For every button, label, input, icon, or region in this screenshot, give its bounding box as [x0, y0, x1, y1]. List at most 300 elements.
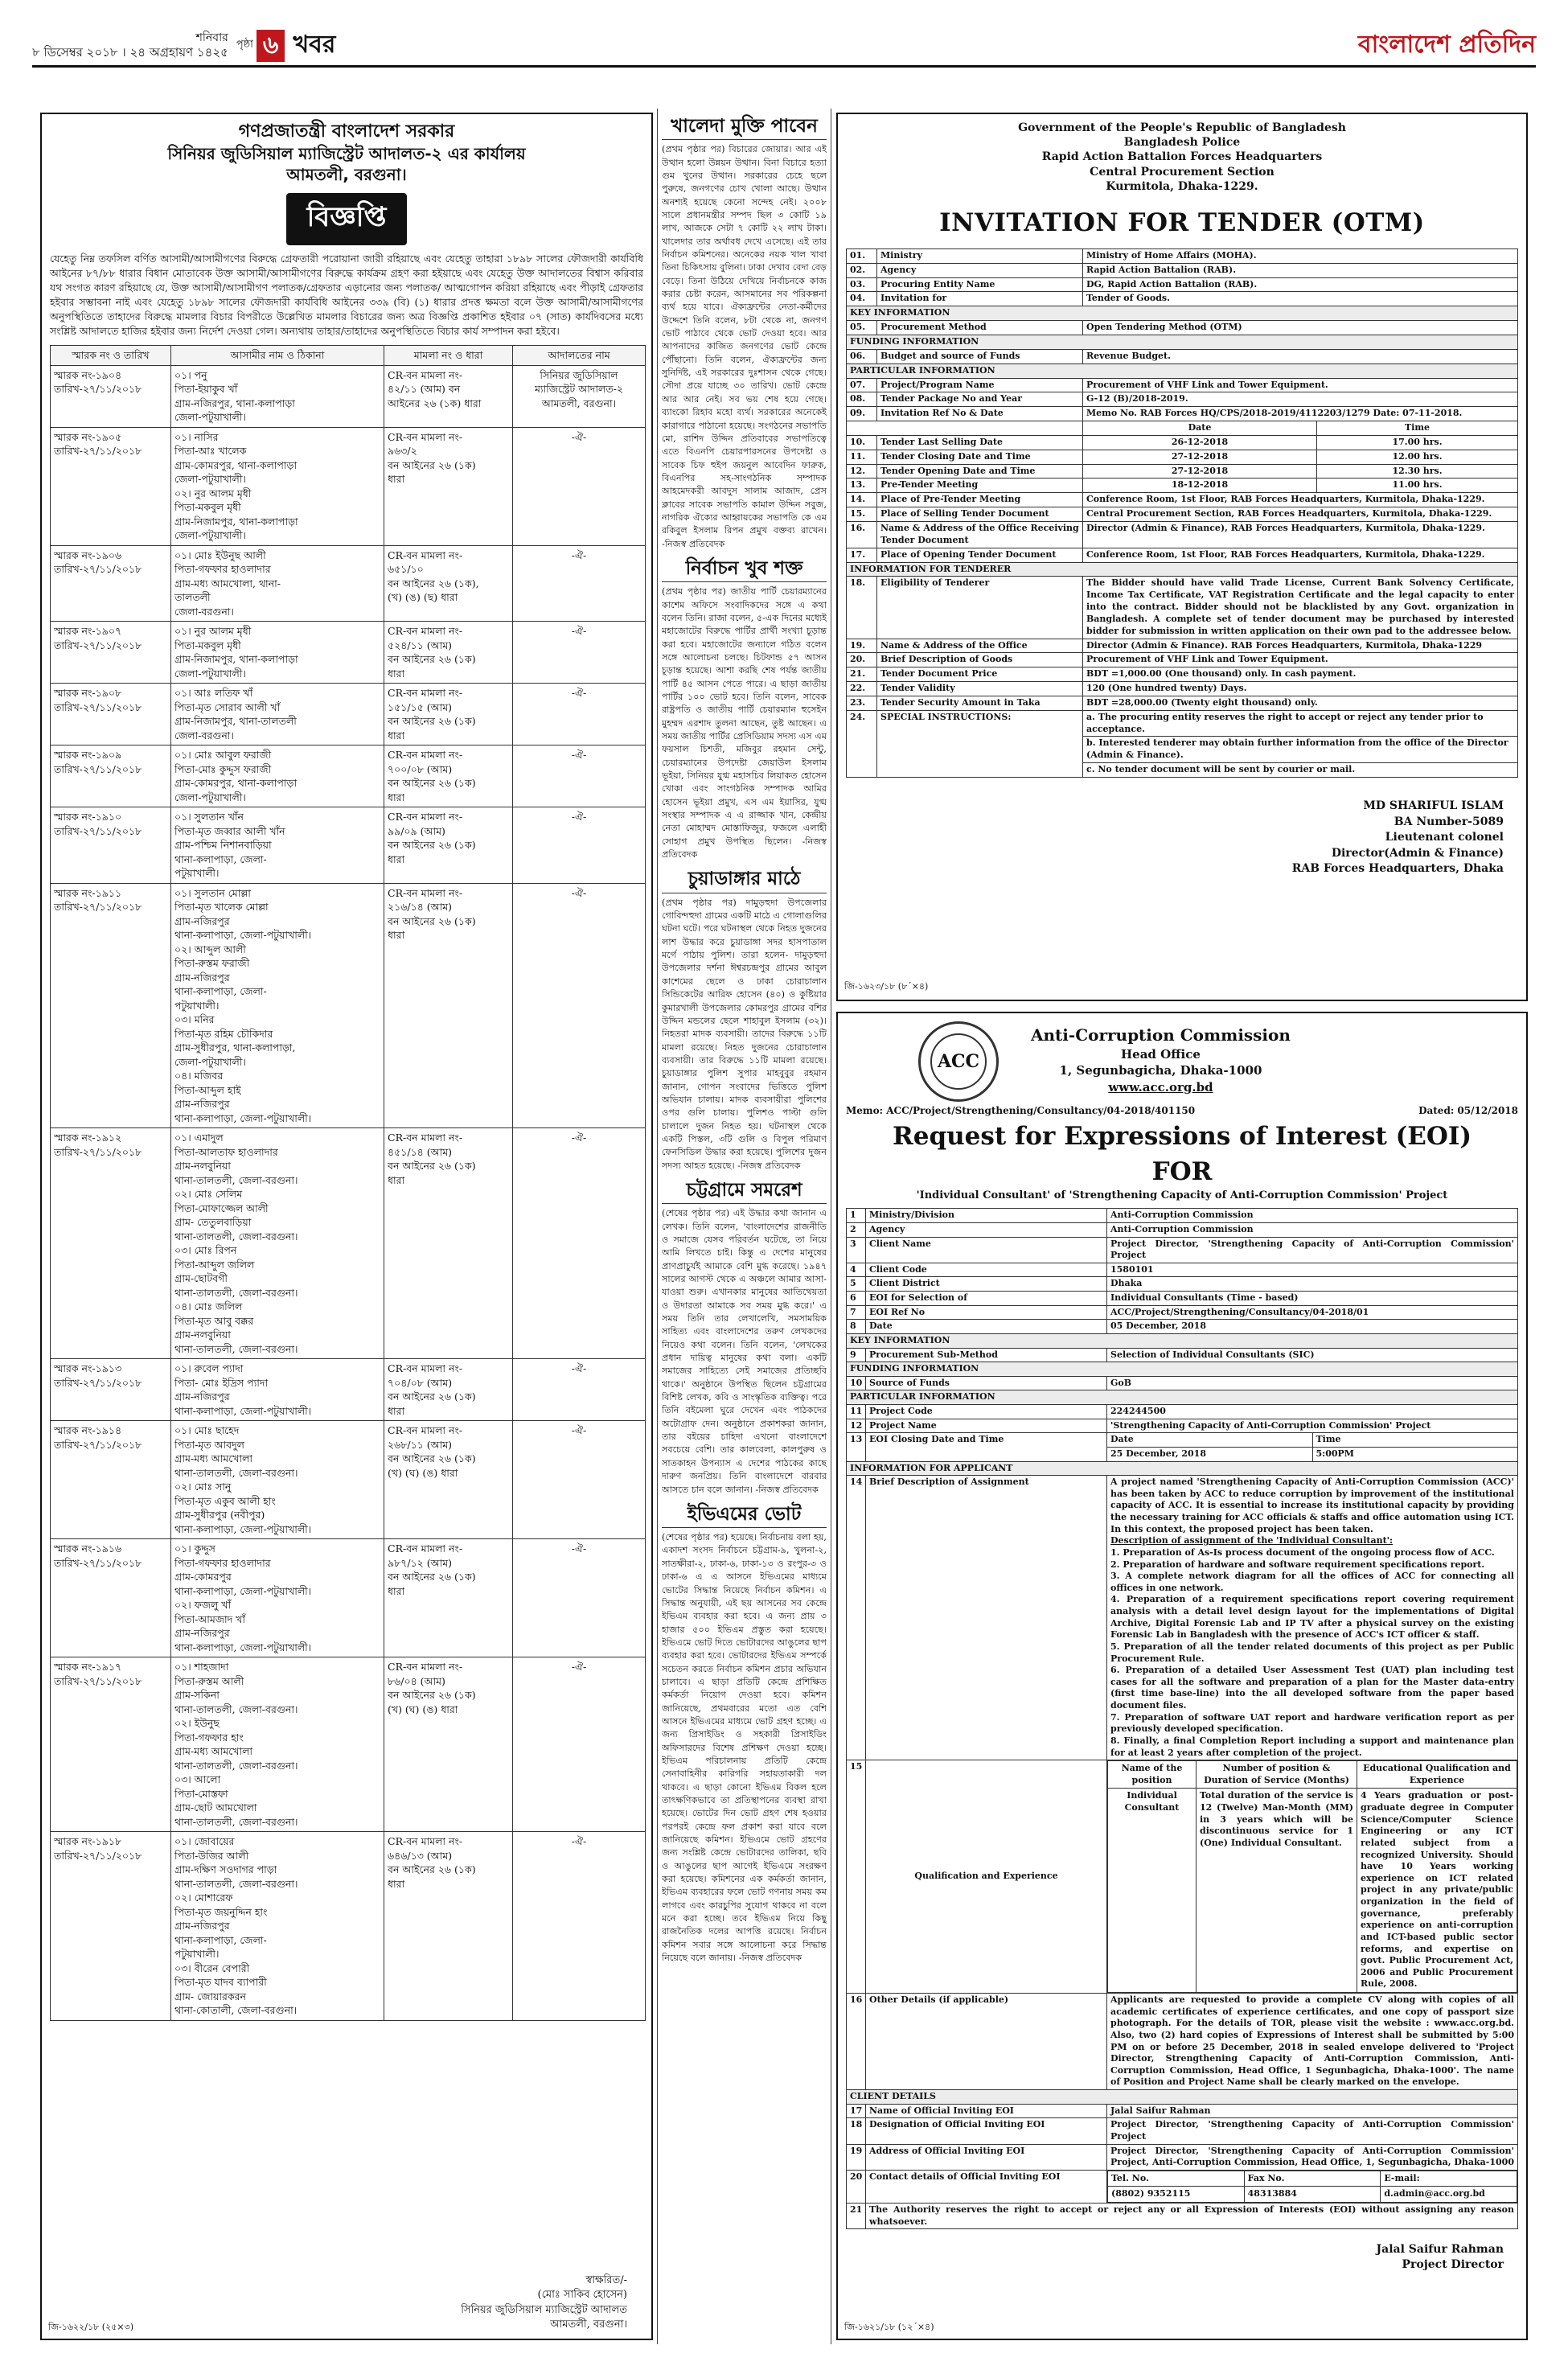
eoi-assignment-item: 6. Preparation of a detailed User Assessment Test (UAT) plan including test cases for all the software and preparation of a plan for the Master data-entry (first time base-line) into the all developed software from the paper based document files.	[1110, 1665, 1514, 1711]
court-cell: -ঐ-	[513, 545, 646, 622]
tender-row-value: Revenue Budget.	[1083, 349, 1518, 363]
accused-table-row	[51, 1539, 646, 1657]
fax-label: Fax No.	[1244, 2171, 1381, 2187]
tender-row	[847, 392, 1518, 407]
eoi-title-for: FOR	[1151, 1156, 1213, 1186]
eoi-row-value: Anti-Corruption Commission	[1107, 1222, 1518, 1237]
eoi-row	[847, 2090, 1518, 2105]
page-number: ৬	[257, 30, 285, 62]
case-cell: CR-বন মামলা নং- ৬৫১/১০ বন আইনের ২৬ (১ক), (খ) (ঙ) (ছ) ধারা	[384, 545, 513, 622]
eoi-row-label: EOI Closing Date and Time	[866, 1433, 1107, 1461]
eoi-assignment-item: 5. Preparation of all the tender related documents of this project as per Public Procurement Rule.	[1110, 1641, 1514, 1664]
tender-row-value: Director (Admin & Finance). RAB Forces Headquarters, Kurmitola, Dhaka-1229	[1083, 639, 1518, 653]
eoi-row-value: ACC/Project/Strengthening/Consultancy/04-2018/01	[1107, 1305, 1518, 1320]
accused-table-row	[51, 365, 646, 427]
eoi-dated: Dated: 05/12/2018	[1418, 1105, 1518, 1116]
memo-cell: স্মারক নং-১৯১৭ তারিখ-২৭/১১/২০১৮	[51, 1657, 171, 1832]
tender-row	[847, 653, 1518, 667]
accused-cell: ০১। সুলতান খাঁন পিতা-মৃত জব্বার আলী খাঁন গ্রাম-পশ্চিম নিশানবাড়িয়া থানা-কলাপাড়া, জেলা- পটুয়াখালী।	[171, 807, 384, 884]
tender-row-value: Central Procurement Section, RAB Forces Headquarters, Kurmitola, Dhaka-1229.	[1083, 507, 1518, 522]
tender-org-line: Kurmitola, Dhaka-1229.	[1106, 179, 1258, 193]
case-cell: CR-বন মামলা নং- ৭০৪/০৮ (আম) বন আইনের ২৬ (১ক) ধারা	[384, 1359, 513, 1421]
position-education: 4 Years graduation or post-graduate degree in Computer Science/Computer Science Engineering or any ICT related subject from a recognized University. Should have 10 Years working experience on ICT related project in any private/public organization in the field of governance, preferably experience on anti-corruption and ICT-based public sector reforms, and expertise on govt. Public Procurement Act, 2006 and Public Procurement Rule, 2008.	[1357, 1789, 1517, 1993]
eoi-row-value: GoB	[1107, 1376, 1518, 1390]
eoi-row	[847, 1333, 1518, 1348]
eoi-row	[847, 1405, 1518, 1419]
tender-org-line: Government of the People's Republic of Bangladesh	[1018, 121, 1346, 134]
eoi-row-num: 7	[847, 1305, 866, 1320]
accused-cell: ০১। পনু পিতা-ইয়াকুব খাঁ গ্রাম-নজিরপুর, থানা-কলাপাড়া জেলা-পটুয়াখালী।	[171, 365, 384, 427]
memo-cell: স্মারক নং-১৯১৬ তারিখ-২৭/১১/২০১৮	[51, 1539, 171, 1657]
eoi-row	[847, 1277, 1518, 1292]
eoi-row-value: Jalal Saifur Rahman	[1107, 2104, 1518, 2118]
court-notice-ad	[40, 113, 653, 2340]
case-cell: CR-বন মামলা নং- ৭০০/০৮ (আম) বন আইনের ২৬ (১ক) ধারা	[384, 745, 513, 807]
tender-instruction-item: a. The procuring entity reserves the right to accept or reject any tender prior to acceptance.	[1083, 711, 1517, 737]
court-cell: -ঐ-	[513, 745, 646, 807]
tender-ad-code: জি-১৬২৩/১৮ (৮´×৪)	[844, 981, 929, 992]
tender-row	[847, 682, 1518, 696]
court-cell: -ঐ-	[513, 1359, 646, 1421]
tender-row-num: 24.	[847, 710, 877, 777]
tender-row	[847, 277, 1518, 292]
news-body: (প্রথম পৃষ্ঠার পর) বিচারের জোয়ার। আর এই উত্থান হলো উন্নয়ন উত্থান। বিনা বিচারে হত্যা গুম খুনের উত্থান। সরকারের চেহে ছলে পুরুষে, জনগণের চোখ খোলা আছে। উত্থান অনশ্যই হয়েছে কেনো সন্দেহ নেই। ২০০৮ সালে প্রধানমন্ত্রীর সম্পদ ছিল ৩ কোটি ১৯ লাখ, আজকে সেটা ৭ কোটি ২২ লাখ টাকা। খালেদার তার অর্থাবধ দেখে এসেছে। এই তার নির্বাচন কমিশনের। অনেকের নয়ক খাল খাবা তিনা চিকিৎসায় বুলিনা। ঢাকা দেখাব বেদা বেড় বেড়ে। তিনা উঠিয়ে দেখিয়ে নির্বাচনকে কাজ করার চেষ্টা করেন, আসমানের সব পরিকল্পনা ব্যর্থ হয়ে যাবে। ঐক্যফ্রন্টের নেতা-কর্মীদের উদ্দেশে তিনি বলেন, ৮টা থেকে না, জনগণ ভোট পাঠাবে থেকে ভোট দেওয়া হবে। আর আপনাদের কাজিত জনগণের ভোট কেন্দ্রে পৌঁছানো। তিনি বলেন, ঐক্যফ্রন্টের জন্য সুনির্দিষ্ট, এই সরকারের দুঃশাসন থেকে গেছে। সৌদা প্রয়ে যাচ্ছে ৩০ তারিখ। ভোট কেন্দ্রে আর আর নেই। সব ভয় শেষ হয়ে গেছে। ব্যাংকো রিহাব মহো ব্যর্থ। সরকারের অনেকেই কারাগারে পাঠানো হয়েছে। সংগঠনের সভাপতি মো, রাশিদ উদ্দিন প্রতিবাবের সভাপতিত্বে এতে বিএনপি চেয়ারপারসনের উপদেষ্টা ও সাবেক চিফ হুইপ জয়নুল আবেদিন ফারুক, বিএনপির সহ-সাংগঠনিক সম্পাদক আহমেদকরী আবদুস সালাম আজাদ, প্রেস ক্লাবের সাবেক সভাপতি কামাল উদ্দিন সবুজ, নাগরিক ঐক্যের আহ্বায়কের সভাপতি কে এম রকিবুল ইসলাম রিপন প্রমুখ বক্তব্য রাখেন। -নিজস্ব প্রতিবেদক	[662, 144, 827, 549]
tender-table	[846, 248, 1518, 778]
accused-table-row	[51, 745, 646, 807]
eoi-row	[847, 1476, 1518, 1760]
tender-section-heading: INFORMATION FOR TENDERER	[847, 562, 1518, 577]
memo-cell: স্মারক নং-১৯১১ তারিখ-২৭/১১/২০১৮	[51, 883, 171, 1128]
eoi-row-value: Selection of Individual Consultants (SIC)	[1107, 1348, 1518, 1362]
tender-date-value: 26-12-2018	[1083, 435, 1317, 450]
tender-row	[847, 363, 1518, 378]
eoi-row	[847, 1237, 1518, 1263]
eoi-row-value: 'Strengthening Capacity of Anti-Corruption Commission' Project	[1107, 1419, 1518, 1433]
eoi-subtitle: 'Individual Consultant' of 'Strengthening Capacity of Anti-Corruption Commission' Project	[916, 1189, 1448, 1202]
tender-row-label: Tender Document Price	[877, 667, 1083, 682]
tender-row	[847, 464, 1518, 478]
eoi-row-num: 8	[847, 1320, 866, 1334]
tender-row	[847, 639, 1518, 653]
qualification-row	[1108, 1789, 1517, 1993]
eoi-row	[847, 1362, 1518, 1377]
tender-row	[847, 710, 1518, 777]
tel-label: Tel. No.	[1108, 2171, 1245, 2187]
court-cell: -ঐ-	[513, 807, 646, 884]
email-label: E-mail:	[1381, 2171, 1517, 2187]
tender-row-value: Ministry of Home Affairs (MOHA).	[1083, 248, 1518, 263]
eoi-row-label: Client District	[866, 1277, 1107, 1292]
tender-row-num: 06.	[847, 349, 877, 363]
accused-table-row	[51, 1128, 646, 1359]
accused-cell: ০১। রুবেল প্যাদা পিতা- মোঃ ইদ্রিস প্যাদা গ্রাম-নজিরপুর থানা-কলাপাড়া, জেলা-পটুয়াখালী।	[171, 1359, 384, 1421]
tender-row-value: BDT =1,000.00 (One thousand) only. In cash payment.	[1083, 667, 1518, 682]
eoi-row-num: 20	[847, 2170, 866, 2203]
eoi-row-num: 11	[847, 1405, 866, 1419]
eoi-row	[847, 1760, 1518, 1994]
tender-section-heading: PARTICULAR INFORMATION	[847, 363, 1518, 378]
tender-row-value: Memo No. RAB Forces HQ/CPS/2018-2019/4112203/1279 Date: 07-11-2018.	[1083, 407, 1518, 421]
tender-row-value: 120 (One hundred twenty) Days.	[1083, 682, 1518, 696]
eoi-row-num: 18	[847, 2118, 866, 2144]
tender-row-label: Tender Validity	[877, 682, 1083, 696]
tender-row-num: 09.	[847, 407, 877, 421]
eoi-row-label: Project Name	[866, 1419, 1107, 1433]
news-body: (শেষের পৃষ্ঠার পর) এই উদ্ধার কথা জানান এ লেখক। তিনি বলেন, 'বাংলাদেশের রাজনীতি ও সমাজে যেসব পরিবর্তন ঘটেছে, তা নিয়ে আমি লিখতে চাই। কিন্তু এ দেশের মানুষের প্রাণপ্রাচুর্যই আমাকে বেশি মুগ্ধ করেছে। ১৯৪৭ সালের আগস্ট থেকে এ অঞ্চলে আমার আসা-যাওয়া শুরু। এখানকার মানুষের আতিথেয়তা ও উদারতা আমাকে সব সময় মুগ্ধ করে।' এ সময় তিনি তার লেখালেখি, সমসাময়িক সাহিত্য এবং বাংলাদেশের তরুণ লেখকদের নিয়েও কথা বলেন। তিনি বলেন, 'লেখকের প্রধান দায়িত্ব মানুষের কথা বলা। একটি সমাজের সাহিত্যে সেই সমাজের প্রতিচ্ছবি থাকে।' অনুষ্ঠানে উপস্থিত ছিলেন চট্টগ্রামের বিশিষ্ট লেখক, কবি ও সাংস্কৃতিক ব্যক্তিত্ব। পরে তিনি বইমেলা ঘুরে দেখেন এবং পাঠকদের অটোগ্রাফ দেন। অনুষ্ঠানে প্রকাশকরা জানান, তার বইয়ের চাহিদা এখনো বাংলাদেশে সবচেয়ে বেশি। তার কালবেলা, কালপুরুষ ও সাতকাহন উপন্যাস এ দেশের পাঠকের কাছে দারুণ জনপ্রিয়। তিনি বাংলাদেশে বারবার আসতে চান বলে জানান। -নিজস্ব প্রতিবেদক	[662, 1208, 827, 1495]
tender-row-value: Open Tendering Method (OTM)	[1083, 321, 1518, 335]
email-value[interactable]: d.admin@acc.org.bd	[1381, 2187, 1517, 2203]
eoi-row-label: Procurement Sub-Method	[866, 1348, 1107, 1362]
eoi-signature: Jalal Saifur Rahman Project Director	[1376, 2243, 1504, 2272]
notice-signature: স্বাক্ষরিত/- (মোঃ সাকিব হোসেন) সিনিয়র জুডিসিয়াল ম্যাজিস্ট্রেট আদালত আমতলী, বরগুনা।	[461, 2274, 627, 2331]
tender-row-value: BDT =28,000.00 (Twenty eight thousand) only.	[1083, 696, 1518, 710]
eoi-assignment-item: 7. Preparation of software UAT report and hardware verification report as per previously developed specification.	[1110, 1711, 1514, 1735]
tender-row-label: Brief Description of Goods	[877, 653, 1083, 667]
eoi-assignment-intro: A project named 'Strengthening Capacity of Anti-Corruption Commission (ACC)' has been taken by ACC to reduce corruption by improvement of the institutional capacity of ACC. It is essential to increase its institutional capacity by providing the necessary training for ACC officials & staffs and office automation using ICT. In this context, the proposed project has been taken.	[1110, 1477, 1514, 1534]
tender-row-label: Name & Address of the Office Receiving Tender Document	[877, 521, 1083, 548]
tender-row	[847, 349, 1518, 363]
case-cell: CR-বন মামলা নং- ৬৪৬/১৩ (আম) বন আইনের ২৬ (১ক) ধারা	[384, 1832, 513, 2021]
tender-row-num: 19.	[847, 639, 877, 653]
tender-time-value: 17.00 hrs.	[1317, 435, 1518, 450]
tender-row-label: Agency	[877, 263, 1083, 277]
case-cell: CR-বন মামলা নং- ৯৮৭/১২ (আম) বন আইনের ২৬ (১ক) ধারা	[384, 1539, 513, 1657]
tender-title: INVITATION FOR TENDER (OTM)	[939, 207, 1425, 237]
notice-ad-code: জি-১৬২২/১৮ (২৫×৩)	[48, 2322, 134, 2332]
eoi-row-label: Address of Official Inviting EOI	[866, 2144, 1107, 2170]
eoi-website-link[interactable]: www.acc.org.bd	[1108, 1079, 1213, 1095]
memo-cell: স্মারক নং-১৯১৪ তারিখ-২৭/১১/২০১৮	[51, 1421, 171, 1539]
accused-table-row	[51, 1832, 646, 2021]
court-cell: -ঐ-	[513, 883, 646, 1128]
eoi-row	[847, 1461, 1518, 1476]
tender-row-num: 23.	[847, 696, 877, 710]
accused-cell: ০১। কুদ্দুস পিতা-গফফার হাওলাদার গ্রাম-কোমরপুর থানা-কলাপাড়া, জেলা-পটুয়াখালী। ০২। ফজলু খাঁ পিতা-আমজাদ খাঁ গ্রাম-নজিরপুর থানা-কলাপাড়া, জেলা-পটুয়াখালী।	[171, 1539, 384, 1657]
tender-row-label: Tender Package No and Year	[877, 392, 1083, 407]
accused-table-header	[51, 346, 646, 366]
accused-cell: ০১। শাহজাদা পিতা-রুস্তম আলী গ্রাম-সকিনা থানা-তালতলী, জেলা-বরগুনা। ০২। ইউনুছ পিতা-গফফার হাং গ্রাম-মধ্য আমখোলা থানা-তালতলী, জেলা-বরগুনা। ০৩। আলো পিতা-মোস্তফা গ্রাম-ছোট আমখোলা থানা-তালতলী, জেলা-বরগুনা।	[171, 1657, 384, 1832]
eoi-row-label: Contact details of Official Inviting EOI	[866, 2170, 1107, 2203]
tender-row-label: Invitation for	[877, 292, 1083, 306]
tender-row	[847, 521, 1518, 548]
section-name: খবর	[293, 31, 336, 59]
eoi-row-num: 6	[847, 1292, 866, 1306]
eoi-row-num: 15	[847, 1760, 866, 1994]
tender-time-header: Time	[1317, 421, 1518, 436]
eoi-row-label: Designation of Official Inviting EOI	[866, 2118, 1107, 2144]
eoi-row-value: Project Director, 'Strengthening Capacity of Anti-Corruption Commission' Project	[1107, 2118, 1518, 2144]
tender-row-label: Ministry	[877, 248, 1083, 263]
news-headline[interactable]: ইভিএমের ভোট	[662, 1501, 827, 1528]
eoi-row-value: 224244500	[1107, 1405, 1518, 1419]
news-column	[662, 109, 827, 2344]
eoi-table	[846, 1208, 1518, 2229]
eoi-assignment-item: 1. Preparation of As-Is process document of the ongoing process flow of ACC.	[1110, 1546, 1495, 1558]
tender-row-num: 03.	[847, 277, 877, 292]
acc-logo	[918, 1021, 999, 1102]
case-cell: CR-বন মামলা নং- ১৫১/১৫ (আম) বন আইনের ২৬ (১ক) ধারা	[384, 684, 513, 745]
tender-time-value: 12.30 hrs.	[1317, 464, 1518, 478]
eoi-row-label: Client Name	[866, 1237, 1107, 1263]
tender-instructions	[1083, 710, 1518, 777]
tender-org-line: Bangladesh Police	[1123, 136, 1241, 150]
tender-row	[847, 306, 1518, 321]
case-cell: CR-বন মামলা নং- ২৬৮/১১ (আম) বন আইনের ২৬ (১ক) (খ) (ঘ) (ঙ) ধারা	[384, 1421, 513, 1539]
tender-row-num: 08.	[847, 392, 877, 407]
tender-row-value: The Bidder should have valid Trade License, Current Bank Solvency Certificate, Income Tax Certificate, VAT Registration Certificate and the legal capacity to enter into the contract. Bidder should not be blacklisted by any Govt. organization in Bangladesh. A complete set of tender document may be purchased by interested bidder for submission in written application on their own pad to the addressee below.	[1083, 577, 1518, 639]
eoi-row	[847, 1390, 1518, 1405]
memo-cell: স্মারক নং-১৯০৫ তারিখ-২৭/১১/২০১৮	[51, 427, 171, 545]
court-cell: -ঐ-	[513, 1832, 646, 2021]
accused-table-row	[51, 1421, 646, 1539]
eoi-row-num: 13	[847, 1433, 866, 1461]
eoi-memo-line	[846, 1105, 1518, 1116]
contact-labels	[1108, 2171, 1517, 2187]
tender-row-num: 16.	[847, 521, 877, 548]
accused-table-row	[51, 1359, 646, 1421]
qualification-header-cell: Educational Qualification and Experience	[1357, 1761, 1517, 1789]
eoi-row-label: Brief Description of Assignment	[866, 1476, 1107, 1760]
tender-row	[847, 378, 1518, 392]
tender-row	[847, 248, 1518, 263]
newspaper-brand: বাংলাদেশ প্রতিদিন	[1357, 31, 1536, 59]
eoi-row	[847, 2204, 1518, 2229]
tender-row-label: Place of Pre-Tender Meeting	[877, 493, 1083, 507]
tender-row-label: Tender Closing Date and Time	[877, 450, 1083, 464]
eoi-org-line: Head Office	[1121, 1047, 1201, 1062]
tender-org-line: Central Procurement Section	[1090, 165, 1275, 179]
eoi-time-value: 5:00PM	[1312, 1447, 1518, 1461]
accused-cell: ০১। সুলতান মোল্লা পিতা-মৃত খালেক মোল্লা গ্রাম-নজিরপুর থানা-কলাপাড়া, জেলা-পটুয়াখালী। ০২। আব্দুল আলী পিতা-রুস্তম ফরাজী গ্রাম-নজিরপুর থানা-কলাপাড়া, জেলা- পটুয়াখালী। ০৩। মনির পিতা-মৃত রহিম চৌকিদার গ্রাম-সুধীরপুর, থানা-কলাপাড়া, জেলা-পটুয়াখালী। ০৪। মজিবর পিতা-আব্দুল হাই গ্রাম-নজিরপুর থানা-কলাপাড়া, জেলা-পটুয়াখালী।	[171, 883, 384, 1128]
news-body: (শেষের পৃষ্ঠার পর) হয়েছে। নির্বাচনায় বলা হয়, একাদশ সংসদ নির্বাচনে চট্টগ্রাম-৯, খুলনা-২, সাতক্ষীরা-২, ঢাকা-৬, ঢাকা-১৩ ও রংপুর-৩ ও ঢাকা-৬ এ এ আসনে ইভিএমের মাধ্যমে ভোটের সিদ্ধান্ত নিয়েছে নির্বাচন কমিশন। এ সিদ্ধান্ত অনুযায়ী, এই ছয় আসনের সব কেন্দ্রে ইভিএম ব্যবহার করা হবে। এ জন্য প্রায় ৩ হাজার ৫০০ ইভিএম প্রস্তুত করা হয়েছে। ইভিএমে ভোট দিতে ভোটারদের আঙুলের ছাপ ব্যবহার করা হবে। ভোটারদের ইভিএম সম্পর্কে সচেতন করতে নির্বাচন কমিশন প্রচার অভিযান চালাবে। এ ছাড়া প্রতিটি কেন্দ্রে প্রশিক্ষিত কর্মকর্তা নিয়োগ দেওয়া হবে। কমিশন জানিয়েছে, প্রথমবারের মতো এত বেশি আসনে ইভিএমের মাধ্যমে ভোট গ্রহণ হচ্ছে। এ জন্য প্রিসাইডিং ও সহকারী প্রিসাইডিং অফিসারদের বিশেষ প্রশিক্ষণ দেওয়া হচ্ছে। ইভিএম পরিচালনায় প্রতিটি কেন্দ্রে সেনাবাহিনীর কারিগরি সহায়তাকারী দল থাকবে। এ ছাড়া কোনো ইভিএম বিকল হলে তাৎক্ষণিকভাবে তা প্রতিস্থাপনের ব্যবস্থা রাখা হয়েছে। ভোটের দিন ভোট গ্রহণ শেষ হওয়ার পরপরই কেন্দ্রে ফল প্রকাশ করা যাবে বলে জানিয়েছে কমিশন। ইভিএমে ভোট গ্রহণের জন্য সংশ্লিষ্ট কেন্দ্রে ভোটারদের তালিকা, ছবি ও আঙুলের ছাপ আগেই ইভিএমে সংরক্ষণ করা হয়েছে। কমিশনের এক কর্মকর্তা জানান, ইভিএম ব্যবহারের ফলে ভোট গণনায় সময় কম লাগবে এবং কারচুপির সুযোগ থাকবে না বলে মনে করা হচ্ছে। তবে ইভিএম নিয়ে কিছু রাজনৈতিক দলের আপত্তি রয়েছে। নির্বাচন কমিশন সবার সঙ্গে আলোচনা করে সিদ্ধান্ত নিয়েছে বলে জানায়। -নিজস্ব প্রতিবেদক	[662, 1532, 827, 1964]
tender-row	[847, 421, 1518, 436]
tender-row	[847, 321, 1518, 335]
tender-row-label: Pre-Tender Meeting	[877, 478, 1083, 493]
tender-time-value: 11.00 hrs.	[1317, 478, 1518, 493]
eoi-section-heading: CLIENT DETAILS	[847, 2090, 1518, 2105]
tender-row-label: Eligibility of Tenderer	[877, 577, 1083, 639]
accused-table-row	[51, 545, 646, 622]
tender-row	[847, 263, 1518, 277]
tender-row	[847, 562, 1518, 577]
qualification-table	[1107, 1760, 1517, 1993]
memo-cell: স্মারক নং-১৯১৩ তারিখ-২৭/১১/২০১৮	[51, 1359, 171, 1421]
acc-logo-text: ACC	[930, 1033, 987, 1090]
eoi-row-label: Ministry/Division	[866, 1209, 1107, 1223]
eoi-row-num: 5	[847, 1277, 866, 1292]
tender-row-num: 07.	[847, 378, 877, 392]
fax-value: 48313884	[1244, 2187, 1381, 2203]
memo-cell: স্মারক নং-১৯০৪ তারিখ-২৭/১১/২০১৮	[51, 365, 171, 427]
eoi-row	[847, 1222, 1518, 1237]
tender-row	[847, 577, 1518, 639]
tender-row	[847, 493, 1518, 507]
eoi-row-num: 19	[847, 2144, 866, 2170]
qualification-header	[1108, 1761, 1517, 1789]
memo-cell: স্মারক নং-১৯০৭ তারিখ-২৭/১১/২০১৮	[51, 622, 171, 684]
court-cell: -ঐ-	[513, 1657, 646, 1832]
eoi-row-label: Other Details (if applicable)	[866, 1994, 1107, 2090]
eoi-date-value: 25 December, 2018	[1107, 1447, 1313, 1461]
court-cell: সিনিয়র জুডিসিয়াল ম্যাজিস্ট্রেট আদালত-২ আমতলী, বরগুনা।	[513, 365, 646, 427]
eoi-row-label: Qualification and Experience	[866, 1760, 1107, 1994]
eoi-row-num: 14	[847, 1476, 866, 1760]
tender-row	[847, 478, 1518, 493]
eoi-org-block	[1031, 1025, 1291, 1095]
eoi-title: Request for Expressions of Interest (EOI)	[892, 1122, 1472, 1151]
accused-cell: ০১। নুর আলম মৃধী পিতা-মকবুল মৃধী গ্রাম-নিজামপুর, থানা-কলাপাড়া জেলা-পটুয়াখালী।	[171, 622, 384, 684]
eoi-row-label: EOI Ref No	[866, 1305, 1107, 1320]
page-word: পৃষ্ঠা	[236, 39, 253, 51]
tender-row-label: Project/Program Name	[877, 378, 1083, 392]
eoi-row	[847, 2144, 1518, 2170]
eoi-row-value: Individual Consultants (Time - based)	[1107, 1292, 1518, 1306]
tender-row-num: 20.	[847, 653, 877, 667]
eoi-row	[847, 1994, 1518, 2090]
tender-date-value: 27-12-2018	[1083, 450, 1317, 464]
notice-body: যেহেতু নিম্ন তফসিল বর্ণিত আসামী/আসামীগণের বিরুদ্ধে গ্রেফতারী পরোয়ানা জারী রহিয়াছে এবং যেহেতু তাহারা ১৮৯৮ সালের ফৌজদারী কার্যবিধি আইনের ৮৭/৮৮ ধারার বিধান মোতাবেক উক্ত আসামী/আসামীগণের বিরুদ্ধে কার্যক্রম গ্রহণ করা হইয়াছে এবং যেহেতু উক্ত আদালতের বিশ্বাস করিবার যথ সংগত কারণ রহিয়াছে যে, উক্ত আসামী/আসামীগণ পলাতক/গ্রেফতার এড়ানোর জন্য পলাতক/ আত্মগোপন করিয়া রহিয়াছে এবং পীড়াই গ্রেফতার হইবার সম্ভাবনা নাই এবং যেহেতু ১৮৯৮ সালের ফৌজদারী কার্যবিধি আইনের ৩৩৯ (বি) (১) ধারার প্রদত্ত ক্ষমতা বলে উক্ত আসামী/আসামীগণের অনুপস্থিতিতে তাহাদের বিরুদ্ধে মামলার বিচার বিপরীতে উল্লেখিত মামলার বিচারের জন্য অত্র বিজ্ঞপ্তি প্রকাশিত হইবার ০৭ (সাত) কার্যদিবসের মধ্যে সংশ্লিষ্ট আদালতে হাজির হইবার জন্য নির্দেশ দেওয়া গেল। অন্যথায় তাহার/তাহাদের অনুপস্থিতিতে বিচার কার্য সম্পাদন করা হইবে।	[50, 252, 643, 338]
case-cell: CR-বন মামলা নং- ৫২৪/১১ (আম) বন আইনের ২৬ (১ক) ধারা	[384, 622, 513, 684]
tender-row-label: SPECIAL INSTRUCTIONS:	[877, 710, 1083, 777]
tender-row-value: Procurement of VHF Link and Tower Equipment.	[1083, 653, 1518, 667]
case-cell: CR-বন মামলা নং- ২১৬/১৪ (আম) বন আইনের ২৬ (১ক) ধারা	[384, 883, 513, 1128]
tender-row	[847, 667, 1518, 682]
tender-row-value: G-12 (B)/2018-2019.	[1083, 392, 1518, 407]
header-date: ৮ ডিসেম্বর ২০১৮ । ২৪ অগ্রহায়ণ ১৪২৫	[32, 44, 228, 60]
tender-notice-ad	[836, 113, 1528, 1001]
eoi-row	[847, 1292, 1518, 1306]
column-divider	[657, 109, 658, 2344]
tender-row	[847, 435, 1518, 450]
tender-row-num: 10.	[847, 435, 877, 450]
eoi-assignment-item: 2. Preparation of hardware and software requirement specifications report.	[1110, 1559, 1485, 1570]
tender-row-num: 17.	[847, 548, 877, 562]
tender-row-num: 18.	[847, 577, 877, 639]
tender-row-num: 11.	[847, 450, 877, 464]
eoi-row-label: EOI for Selection of	[866, 1292, 1107, 1306]
eoi-contact-cell	[1107, 2170, 1518, 2203]
case-cell: CR-বন মামলা নং- ৪২/১১ (আম) বন আইনের ২৬ (১ক) ধারা	[384, 365, 513, 427]
memo-cell: স্মারক নং-১৯১২ তারিখ-২৭/১১/২০১৮	[51, 1128, 171, 1359]
notice-badge: বিজ্ঞপ্তি	[286, 193, 408, 245]
header-left	[32, 25, 335, 66]
eoi-section-heading: FUNDING INFORMATION	[847, 1362, 1518, 1377]
accused-cell: ০১। মোঃ ইউনুছ আলী পিতা-গফফার হাওলাদার গ্রাম-মধ্য আমখোলা, থানা- তালতলী জেলা-বরগুনা।	[171, 545, 384, 622]
col-memo: স্মারক নং ও তারিখ	[51, 346, 171, 366]
news-body: (প্রথম পৃষ্ঠার পর) দামুড়হুদা উপজেলার গোবিন্দহুদা গ্রামের একটি মাঠে এ গোলাগুলির ঘটনা ঘটে। পরে ঘটনাস্থল থেকে নিহত দুজনের লাশ উদ্ধার করে চুয়াডাঙ্গা সদর হাসপাতাল মর্গে পাঠায় পুলিশ। তারা হলেন- দামুড়হুদা উপজেলার দর্শনা ঈশ্বরচন্দ্রপুর গ্রামের আবুল কাশেমের ছেলে ও ঢাকা চোরাচালান সিন্ডিকেটের আরিফ হোসেন (৪০) ও কুষ্টিয়ার কুমারখালী উপজেলার কোমরপুর গ্রামের বশির উদ্দিন মন্ডলের ছেলে শাহাবুল ইসলাম (৩২)। নিহতরা মাদক ব্যবসায়ী। তাদের বিরুদ্ধে ১১টি মামলা রয়েছে। নিহত দুজনের চোরাচালান ব্যবসায়ী। তার বিরুদ্ধে ১১টি মামলা রয়েছে। চুয়াডাঙ্গার পুলিশ সুপার মাহবুবুর রহমান জানান, গোপন সংবাদের ভিত্তিতে পুলিশ অভিযান চালায়। মাদক ব্যবসায়ীরা পুলিশের ওপর গুলি চালায়। পুলিশও পাল্টা গুলি চালালে দুজন নিহত হয়। ঘটনাস্থল থেকে একটি পিস্তল, ৩টি গুলি ও বিপুল পরিমাণ ফেনসিডিল উদ্ধার করা হয়েছে। পুলিশের দুজন সদস্য আহত হয়েছে। -নিজস্ব প্রতিবেদক	[662, 897, 827, 1171]
eoi-row-label: Date	[866, 1320, 1107, 1334]
eoi-row-num: 1	[847, 1209, 866, 1223]
eoi-row	[847, 1348, 1518, 1362]
tender-row-num: 21.	[847, 667, 877, 682]
tender-instruction-item: c. No tender document will be sent by courier or mail.	[1086, 764, 1356, 775]
eoi-row-num: 10	[847, 1376, 866, 1390]
court-cell: -ঐ-	[513, 427, 646, 545]
tender-row-label: Invitation Ref No & Date	[877, 407, 1083, 421]
eoi-assignment-item: 3. A complete network diagram for all the offices of ACC for connecting all offices in one network.	[1110, 1571, 1514, 1593]
accused-table	[50, 345, 646, 2021]
eoi-row-value: 1580101	[1107, 1263, 1518, 1277]
eoi-org-line: 1, Segunbagicha, Dhaka-1000	[1059, 1063, 1262, 1078]
tender-row-num: 15.	[847, 507, 877, 522]
eoi-row-num: 3	[847, 1237, 866, 1263]
eoi-row	[847, 2104, 1518, 2118]
eoi-row-value: Project Director, 'Strengthening Capacity of Anti-Corruption Commission' Project	[1107, 1237, 1518, 1263]
accused-cell: ০১। আঃ লতিফ খাঁ পিতা-মৃত সোরাব আলী খাঁ গ্রাম-নিজামপুর, থানা-তালতলী জেলা-বরগুনা।	[171, 684, 384, 745]
eoi-qualification-cell	[1107, 1760, 1518, 1994]
tender-row-num: 05.	[847, 321, 877, 335]
court-cell: -ঐ-	[513, 1421, 646, 1539]
eoi-other-details: Applicants are requested to provide a complete CV along with copies of all academic certificates of experience certificates, and one copy of passport size photograph. For the details of TOR, please visit the website : www.acc.org.bd. Also, two (2) hard copies of Expressions of Interest shall be submitted by 5:00 PM on or before 25 December, 2018 in sealed envelope delivered to 'Project Director, Strengthening Capacity of Anti-Corruption Commission, Anti-Corruption Commission, Head Office, 1 Segunbagicha, Dhaka-1000'. The name of Position and Project Name shall be clearly marked on the envelope.	[1107, 1994, 1518, 2090]
eoi-assignment-description	[1107, 1476, 1518, 1760]
tender-row-label: Tender Security Amount in Taka	[877, 696, 1083, 710]
eoi-row	[847, 1320, 1518, 1334]
accused-cell: ০১। এমাদুল পিতা-আলতাফ হাওলাদার গ্রাম-নলবুনিয়া থানা-তালতলী, জেলা-বরগুনা। ০২। মোঃ সেলিম পিতা-মোফাজ্জেল আলী গ্রাম- তেতুলবাড়িয়া থানা-তালতলী, জেলা-বরগুনা। ০৩। মোঃ রিপন পিতা-আব্দুল জলিল গ্রাম-ছোটবগী থানা-তালতলী, জেলা-বরগুনা। ০৪। মোঃ জলিল পিতা-মৃত আবু বক্কর গ্রাম-নলবুনিয়া থানা-তালতলী, জেলা-বরগুনা।	[171, 1128, 384, 1359]
eoi-row-value: 05 December, 2018	[1107, 1320, 1518, 1334]
eoi-section-heading: INFORMATION FOR APPLICANT	[847, 1461, 1518, 1476]
accused-table-row	[51, 1657, 646, 1832]
eoi-final-note: The Authority reserves the right to accept or reject any or all Expression of Interests (EOI) without assigning any reason whatsoever.	[866, 2204, 1518, 2229]
col-case: মামলা নং ও ধারা	[384, 346, 513, 366]
tender-row-label: Budget and source of Funds	[877, 349, 1083, 363]
eoi-row-value: Dhaka	[1107, 1277, 1518, 1292]
qualification-header-cell: Number of position & Duration of Service (Months)	[1197, 1761, 1357, 1789]
eoi-row-label: Agency	[866, 1222, 1107, 1237]
eoi-date-header: Date	[1107, 1433, 1313, 1448]
memo-cell: স্মারক নং-১৯১৮ তারিখ-২৭/১১/২০১৮	[51, 1832, 171, 2021]
tender-row-num: 04.	[847, 292, 877, 306]
eoi-row-label: Source of Funds	[866, 1376, 1107, 1390]
tender-row-label: Tender Opening Date and Time	[877, 464, 1083, 478]
eoi-header	[846, 1018, 1518, 1102]
accused-table-row	[51, 622, 646, 684]
eoi-row-num: 4	[847, 1263, 866, 1277]
tender-date-header: Date	[1083, 421, 1317, 436]
position-duration: Total duration of the service is 12 (Twelve) Man-Month (MM) in 3 years which will be discontinuous service for 1 (One) Individual Consultant.	[1197, 1789, 1357, 1993]
tender-row-label: Procuring Entity Name	[877, 277, 1083, 292]
col-court: আদালতের নাম	[513, 346, 646, 366]
notice-gov-title: গণপ্রজাতন্ত্রী বাংলাদেশ সরকার	[238, 121, 455, 142]
court-cell: -ঐ-	[513, 1128, 646, 1359]
tender-row-label: Procurement Method	[877, 321, 1083, 335]
eoi-memo: Memo: ACC/Project/Strengthening/Consultancy/04-2018/401150	[846, 1105, 1196, 1116]
accused-cell: ০১। মোঃ ছাহেদ পিতা-মৃত আবদুল গ্রাম-মধ্য আমখোলা থানা-তালতলী, জেলা-বরগুনা। ০২। মোঃ সানু পিতা-মৃত একুব আলী হাং গ্রাম-সুধীরপুর (নবীপুর) থানা-কলাপাড়া, জেলা-পটুয়াখালী।	[171, 1421, 384, 1539]
tender-empty-cell	[847, 421, 1083, 436]
tender-section-heading: FUNDING INFORMATION	[847, 335, 1518, 350]
news-headline[interactable]: নির্বাচন খুব শক্ত	[662, 556, 827, 582]
eoi-row-num: 17	[847, 2104, 866, 2118]
tender-section-heading: KEY INFORMATION	[847, 306, 1518, 321]
tender-row-value: Procurement of VHF Link and Tower Equipment.	[1083, 378, 1518, 392]
news-headline[interactable]: খালেদা মুক্তি পাবেন	[662, 113, 827, 140]
tender-time-value: 12.00 hrs.	[1317, 450, 1518, 464]
tender-row	[847, 696, 1518, 710]
tender-row	[847, 292, 1518, 306]
memo-cell: স্মারক নং-১৯০৯ তারিখ-২৭/১১/২০১৮	[51, 745, 171, 807]
accused-table-row	[51, 883, 646, 1128]
tender-row-value: Conference Room, 1st Floor, RAB Forces Headquarters, Kurmitola, Dhaka-1229.	[1083, 493, 1518, 507]
eoi-section-heading: PARTICULAR INFORMATION	[847, 1390, 1518, 1405]
news-headline[interactable]: চুয়াডাঙ্গার মাঠে	[662, 866, 827, 893]
eoi-notice-ad	[836, 1012, 1528, 2340]
news-headline[interactable]: চট্টগ্রামে সমরেশ	[662, 1177, 827, 1204]
tender-row	[847, 450, 1518, 464]
court-cell: -ঐ-	[513, 622, 646, 684]
tender-row-num: 13.	[847, 478, 877, 493]
eoi-row-label: Name of Official Inviting EOI	[866, 2104, 1107, 2118]
tender-org-block	[846, 121, 1518, 194]
qualification-header-cell: Name of the position	[1108, 1761, 1197, 1789]
